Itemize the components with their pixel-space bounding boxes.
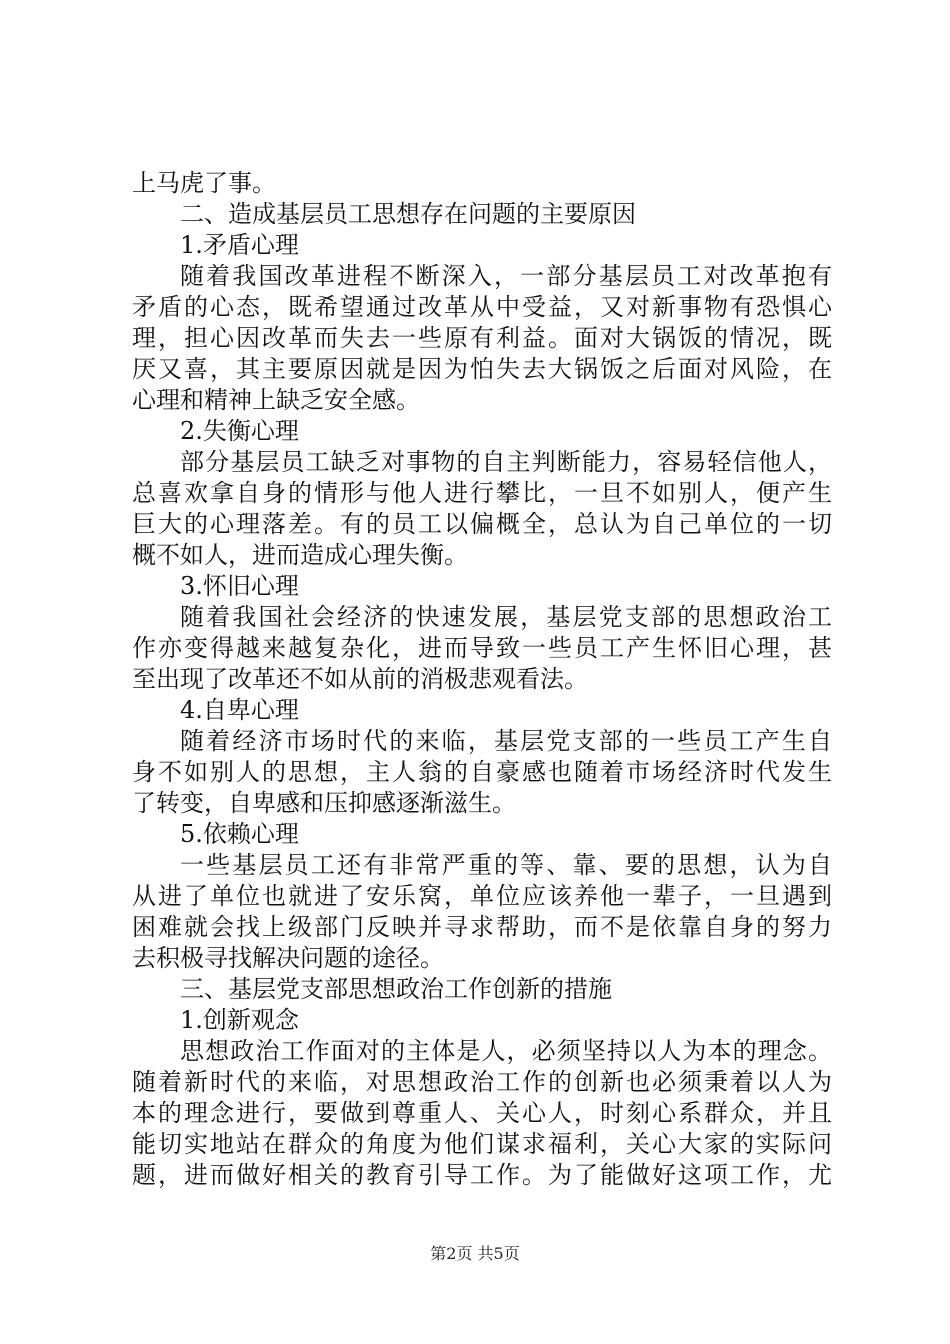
paragraph-line: 题，进而做好相关的教育引导工作。为了能做好这项工作，尤 bbox=[132, 1161, 832, 1189]
paragraph-line: 概不如人，进而造成心理失衡。 bbox=[132, 541, 468, 569]
document-body bbox=[132, 168, 832, 1191]
paragraph-line: 心理和精神上缺乏安全感。 bbox=[132, 386, 420, 414]
paragraph-line: 思想政治工作面对的主体是人，必须坚持以人为本的理念。 bbox=[180, 1037, 832, 1065]
paragraph-line: 随着新时代的来临，对思想政治工作的创新也必须秉着以人为 bbox=[132, 1068, 832, 1096]
paragraph-line: 一些基层员工还有非常严重的等、靠、要的思想，认为自 bbox=[180, 851, 832, 879]
paragraph-line: 能切实地站在群众的角度为他们谋求福利，关心大家的实际问 bbox=[132, 1130, 832, 1158]
paragraph-line: 困难就会找上级部门反映并寻求帮助，而不是依靠自身的努力 bbox=[132, 913, 832, 941]
paragraph-line: 厌又喜，其主要原因就是因为怕失去大锅饭之后面对风险，在 bbox=[132, 355, 832, 383]
paragraph-line: 身不如别人的思想，主人翁的自豪感也随着市场经济时代发生 bbox=[132, 758, 832, 786]
paragraph-line: 随着我国改革进程不断深入，一部分基层员工对改革抱有 bbox=[180, 262, 832, 290]
section-heading: 3.怀旧心理 bbox=[180, 572, 299, 600]
section-heading: 1.创新观念 bbox=[180, 1006, 299, 1034]
section-heading: 1.矛盾心理 bbox=[180, 231, 299, 259]
section-heading: 二、造成基层员工思想存在问题的主要原因 bbox=[180, 200, 636, 228]
paragraph-line: 矛盾的心态，既希望通过改革从中受益，又对新事物有恐惧心 bbox=[132, 293, 832, 321]
page-number: 第2页 共5页 bbox=[430, 1244, 520, 1263]
page-footer bbox=[0, 1243, 950, 1265]
paragraph-line: 作亦变得越来越复杂化，进而导致一些员工产生怀旧心理，甚 bbox=[132, 634, 832, 662]
paragraph-line: 去积极寻找解决问题的途径。 bbox=[132, 944, 444, 972]
paragraph-line: 了转变，自卑感和压抑感逐渐滋生。 bbox=[132, 789, 516, 817]
paragraph-line: 本的理念进行，要做到尊重人、关心人，时刻心系群众，并且 bbox=[132, 1099, 832, 1127]
paragraph-line: 理，担心因改革而失去一些原有利益。面对大锅饭的情况，既 bbox=[132, 324, 832, 352]
paragraph-line: 从进了单位也就进了安乐窝，单位应该养他一辈子，一旦遇到 bbox=[132, 882, 832, 910]
paragraph-line: 部分基层员工缺乏对事物的自主判断能力，容易轻信他人， bbox=[180, 448, 832, 476]
paragraph-line: 巨大的心理落差。有的员工以偏概全，总认为自己单位的一切 bbox=[132, 510, 832, 538]
paragraph-line: 随着我国社会经济的快速发展，基层党支部的思想政治工 bbox=[180, 603, 832, 631]
section-heading: 5.依赖心理 bbox=[180, 820, 299, 848]
section-heading: 三、基层党支部思想政治工作创新的措施 bbox=[180, 975, 612, 1003]
section-heading: 4.自卑心理 bbox=[180, 696, 299, 724]
paragraph-line: 随着经济市场时代的来临，基层党支部的一些员工产生自 bbox=[180, 727, 832, 755]
paragraph-line: 至出现了改革还不如从前的消极悲观看法。 bbox=[132, 665, 588, 693]
paragraph-line: 总喜欢拿自身的情形与他人进行攀比，一旦不如别人，便产生 bbox=[132, 479, 832, 507]
paragraph-line: 上马虎了事。 bbox=[132, 169, 276, 197]
section-heading: 2.失衡心理 bbox=[180, 417, 299, 445]
